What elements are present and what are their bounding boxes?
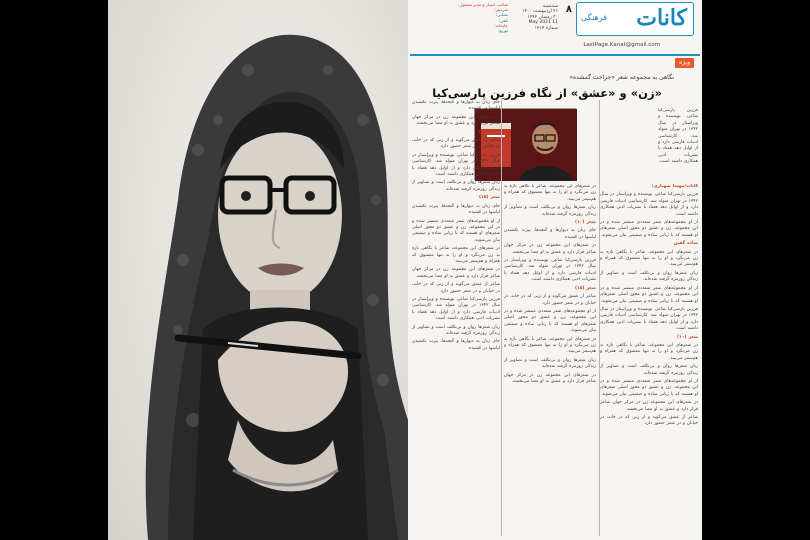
article-paragraph: فرزین پارسی‌کیا شاعر، نویسنده و ویراستار در سال ۱۳۴۲ در تهران متولد شد. کارشناسی ادبیات فارسی دارد و از اوایل دهه هفتاد با نشریات ادبی همکاری داشته است.	[412, 296, 500, 322]
article-paragraph: از او مجموعه‌های شعر متعددی منتشر شده و در این مجموعه، زن و عشق دو محور اصلی شعرهای او هستند که با زبانی ساده و صمیمی بیان می‌شوند.	[600, 220, 698, 238]
subhead: شعر (۱۰)	[479, 129, 500, 135]
article-paragraph: از او مجموعه‌های شعر متعددی منتشر شده و در این مجموعه، زن و عشق دو محور اصلی شعرهای او هستند که با زبانی ساده و صمیمی بیان می‌شوند.	[504, 308, 596, 334]
article-paragraph: جای زنان به دیوارها و گنجه‌ها، پیرت تکشیدن لباسها در کشیده.	[412, 339, 500, 351]
subhead: شعر (۱۵)	[479, 195, 500, 201]
section-tag: ویژه	[675, 58, 694, 68]
article-paragraph: از او مجموعه‌های شعر متعددی منتشر شده و در این مجموعه، زن و عشق دو محور اصلی شعرهای او هستند که با زبانی ساده و صمیمی بیان می‌شوند.	[600, 285, 698, 304]
imprint-box	[414, 2, 508, 46]
article-paragraph: شاعر از عشق می‌گوید و از زنی که در خانه، در خیابان و در شعر حضور دارد.	[412, 138, 500, 150]
article-paragraph: شاعر از عشق می‌گوید و از زنی که در خانه، در خیابان و در شعر حضور دارد.	[412, 282, 500, 294]
column-middle	[504, 184, 596, 540]
article-paragraph: در شعرهای این مجموعه زن در مرکز جهان شاعر قرار دارد و عشق به او معنا می‌بخشد.	[412, 114, 500, 127]
article-paragraph: زبان شعرها روان و بی‌تکلف است و تصاویر از زندگی روزمره گرفته شده‌اند.	[504, 357, 596, 370]
issue-date	[512, 4, 558, 31]
article-paragraph: در شعرهای این مجموعه، شاعر با نگاهی تازه به زن می‌نگرد و او را نه تنها معشوق که همراه و هم‌سفر می‌بیند.	[504, 184, 596, 202]
article-paragraph: جای زنان به دیوارها و گنجه‌ها، پیرت تکشیدن لباسها در کشیده.	[504, 228, 596, 240]
subhead: شعر (۱۰)	[575, 220, 596, 226]
imprint-line: نشانی:	[495, 12, 508, 18]
article-paragraph: از او مجموعه‌های شعر متعددی منتشر شده و در این مجموعه، زن و عشق دو محور اصلی شعرهای او هستند که با زبانی ساده و صمیمی بیان می‌شوند.	[412, 218, 500, 243]
imprint-line: تلفن:	[498, 17, 508, 23]
logo-tagline: فرهنگی	[581, 13, 607, 22]
right-margin	[702, 0, 810, 540]
article-paragraph: فرزین پارسی‌کیا شاعر، نویسنده و ویراستار در سال ۱۳۴۲ در تهران متولد شد. کارشناسی ادبیات فارسی دارد و از اوایل دهه هفتاد با نشریات ادبی همکاری داشته است.	[658, 108, 698, 165]
article-paragraph: فرزین پارسی‌کیا شاعر، نویسنده و ویراستار در سال ۱۳۴۲ در تهران متولد شد. کارشناسی ادبیات فارسی دارد و از اوایل دهه هفتاد با نشریات ادبی همکاری داشته است.	[600, 306, 698, 332]
imprint-line: صاحب امتیاز و مدیر مسئول:	[458, 2, 508, 7]
imprint-line: چاپخانه:	[494, 22, 508, 28]
article-paragraph: جای زنان به دیوارها و گنجه‌ها، پیرت تکشیدن لباسها در کشیده.	[412, 203, 500, 216]
date-line: شماره ۱۲۱۴	[534, 25, 558, 31]
imprint-line: سردبیر:	[494, 7, 508, 13]
article-paragraph: زبان شعرها روان و بی‌تکلف است و تصاویر از زندگی روزمره گرفته شده‌اند.	[412, 324, 500, 336]
article-paragraph: زبان شعرها روان و بی‌تکلف است و تصاویر از زندگی روزمره گرفته شده‌اند.	[600, 364, 698, 376]
article-paragraph: در شعرهای این مجموعه زن در مرکز جهان شاعر قرار دارد و عشق به او معنا می‌بخشد.	[600, 400, 698, 412]
article-paragraph: شاعر از عشق می‌گوید و از زنی که در خانه، در خیابان و در شعر حضور دارد.	[504, 294, 596, 306]
date-line: ۳۰ رمضان ۱۴۴۲	[527, 14, 558, 20]
article-paragraph: در شعرهای این مجموعه زن در مرکز جهان شاعر قرار دارد و عشق به او معنا می‌بخشد.	[412, 267, 500, 279]
date-line: 11 May 2021	[528, 20, 558, 26]
article-paragraph: از او مجموعه‌های شعر متعددی منتشر شده و در این مجموعه، زن و عشق دو محور اصلی شعرهای او هستند که با زبانی ساده و صمیمی بیان می‌شوند.	[600, 378, 698, 397]
article-paragraph: در شعرهای این مجموعه زن در مرکز جهان شاعر قرار دارد و عشق به او معنا می‌بخشد.	[504, 243, 596, 255]
masthead	[412, 2, 698, 52]
article-paragraph: در شعرهای این مجموعه، شاعر با نگاهی تازه به زن می‌نگرد و او را نه تنها معشوق که همراه و هم‌سفر می‌بیند.	[600, 342, 698, 361]
article-paragraph: زبان شعرها روان و بی‌تکلف است و تصاویر از زندگی روزمره گرفته شده‌اند.	[600, 270, 698, 283]
article-headline: «زن» و «عشق» از نگاه فرزین پارسی‌کیا	[432, 86, 662, 100]
article-paragraph: فرزین پارسی‌کیا شاعر، نویسنده و ویراستار در سال ۱۳۴۲ در تهران متولد شد. کارشناسی ادبیات فارسی دارد و از اوایل دهه هفتاد با نشریات ادبی همکاری داشته است.	[600, 192, 698, 217]
logo-wordmark: کانات	[636, 5, 687, 31]
article-paragraph: زبان شعرها روان و بی‌تکلف است و تصاویر از زندگی روزمره گرفته شده‌اند.	[412, 180, 500, 192]
subhead: شعر (۱۰)	[677, 334, 698, 340]
portrait-photo	[108, 0, 408, 540]
article-paragraph: در شعرهای این مجموعه زن در مرکز جهان شاعر قرار دارد و عشق به او معنا می‌بخشد.	[504, 372, 596, 384]
imprint-line: توزیع:	[497, 28, 508, 34]
page-number: ۸	[565, 4, 572, 15]
contact-email[interactable]: LastPage.Kanat@gmail.com	[583, 42, 660, 48]
column-right	[600, 184, 698, 540]
subhead: ساده گفتن	[673, 241, 698, 247]
byline: کانات/مهسا شهبازی:	[651, 184, 698, 189]
date-line: ۲۱ اردیبهشت ۱۴۰۰	[522, 9, 558, 15]
subhead: شعر (۱۵)	[575, 285, 596, 291]
kanat-logo	[576, 2, 694, 36]
article-paragraph: در شعرهای این مجموعه، شاعر با نگاهی تازه به زن می‌نگرد و او را نه تنها معشوق که همراه و هم‌سفر می‌بیند.	[504, 336, 596, 355]
article-paragraph: زبان شعرها روان و بی‌تکلف است و تصاویر از زندگی روزمره گرفته شده‌اند.	[504, 205, 596, 217]
newspaper-page	[408, 0, 702, 540]
column-left	[412, 100, 500, 540]
article-kicker: نگاهی به مجموعه شعر «جراحت گمشده»	[569, 74, 674, 81]
article-paragraph: در شعرهای این مجموعه، شاعر با نگاهی تازه به زن می‌نگرد و او را نه تنها معشوق که همراه و هم‌سفر می‌بیند.	[412, 246, 500, 264]
date-line: سه‌شنبه	[542, 4, 558, 9]
masthead-rule	[410, 54, 700, 56]
article-paragraph: جای زنان به دیوارها و گنجه‌ها، پیرت تکشیدن لباسها در کشیده.	[412, 100, 500, 112]
column-separator	[599, 100, 600, 536]
article-paragraph: فرزین پارسی‌کیا شاعر، نویسنده و ویراستار در سال ۱۳۴۲ در تهران متولد شد. کارشناسی ادبیات فارسی دارد و از اوایل دهه هفتاد با نشریات ادبی همکاری داشته است.	[412, 152, 500, 178]
article-paragraph: در شعرهای این مجموعه، شاعر با نگاهی تازه به زن می‌نگرد و او را نه تنها معشوق که همراه و هم‌سفر می‌بیند.	[600, 249, 698, 268]
column-separator	[501, 100, 502, 536]
article-paragraph: فرزین پارسی‌کیا شاعر، نویسنده و ویراستار در سال ۱۳۴۲ در تهران متولد شد. کارشناسی ادبیات فارسی دارد و از اوایل دهه هفتاد با نشریات ادبی همکاری داشته است.	[504, 258, 596, 283]
portrait-illustration	[108, 0, 408, 540]
column-right-intro	[658, 108, 698, 184]
article-paragraph: شاعر از عشق می‌گوید و از زنی که در خانه، در خیابان و در شعر حضور دارد.	[600, 415, 698, 427]
